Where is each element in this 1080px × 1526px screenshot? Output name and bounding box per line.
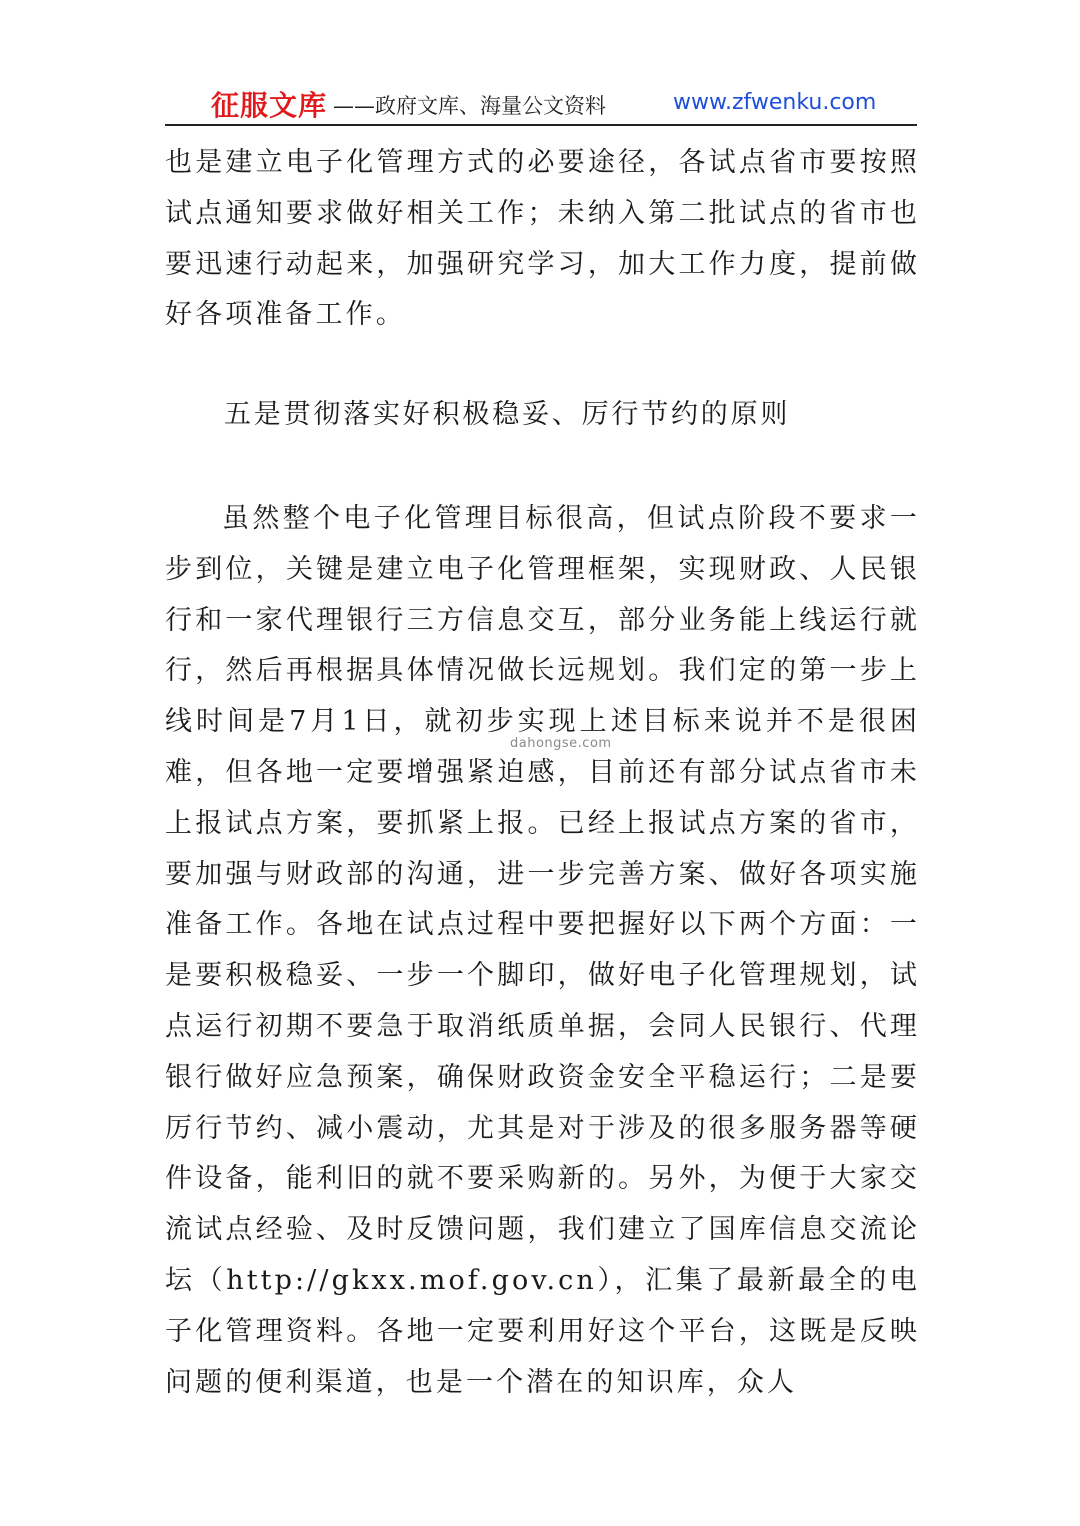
header-tagline: ——政府文库、海量公文资料 [333, 94, 606, 118]
site-link[interactable]: www.zfwenku.com [673, 90, 877, 115]
page-header [165, 84, 917, 126]
paragraph-continued: 也是建立电子化管理方式的必要途径，各试点省市要按照试点通知要求做好相关工作；未纳入第二批试点的省市也要迅速行动起来，加强研究学习，加大工作力度，提前做好各项准备工作。 [165, 147, 920, 331]
paragraph-body: 虽然整个电子化管理目标很高，但试点阶段不要求一步到位，关键是建立电子化管理框架，实现财政、人民银行和一家代理银行三方信息交互，部分业务能上线运行就行，然后再根据具体情况做长远规划。我们定的第一步上线时间是7月1日，就初步实现上述目标来说并不是很困难，但各地一定要增强紧迫感，目前还有部分试点省市未上报试点方案，要抓紧上报。已经上报试点方案的省市，要加强与财政部的沟通，进一步完善方案、做好各项实施准备工作。各地在试点过程中要把握好以下两个方面：一是要积极稳妥、一步一个脚印，做好电子化管理规划，试点运行初期不要急于取消纸质单据，会同人民银行、代理银行做好应急预案，确保财政资金安全平稳运行；二是要厉行节约、减小震动，尤其是对于涉及的很多服务器等硬件设备，能利旧的就不要采购新的。另外，为便于大家交流试点经验、及时反馈问题，我们建立了国库信息交流论坛（http://gkxx.mof.gov.cn），汇集了最新最全的电子化管理资料。各地一定要利用好这个平台，这既是反映问题的便利渠道，也是一个潜在的知识库，众人 [165, 503, 920, 1398]
brand-logo-text: 征服文库 [211, 89, 328, 122]
watermark: dahongse.com [510, 736, 612, 751]
section-heading: 五是贯彻落实好积极稳妥、厉行节约的原则 [224, 399, 791, 430]
